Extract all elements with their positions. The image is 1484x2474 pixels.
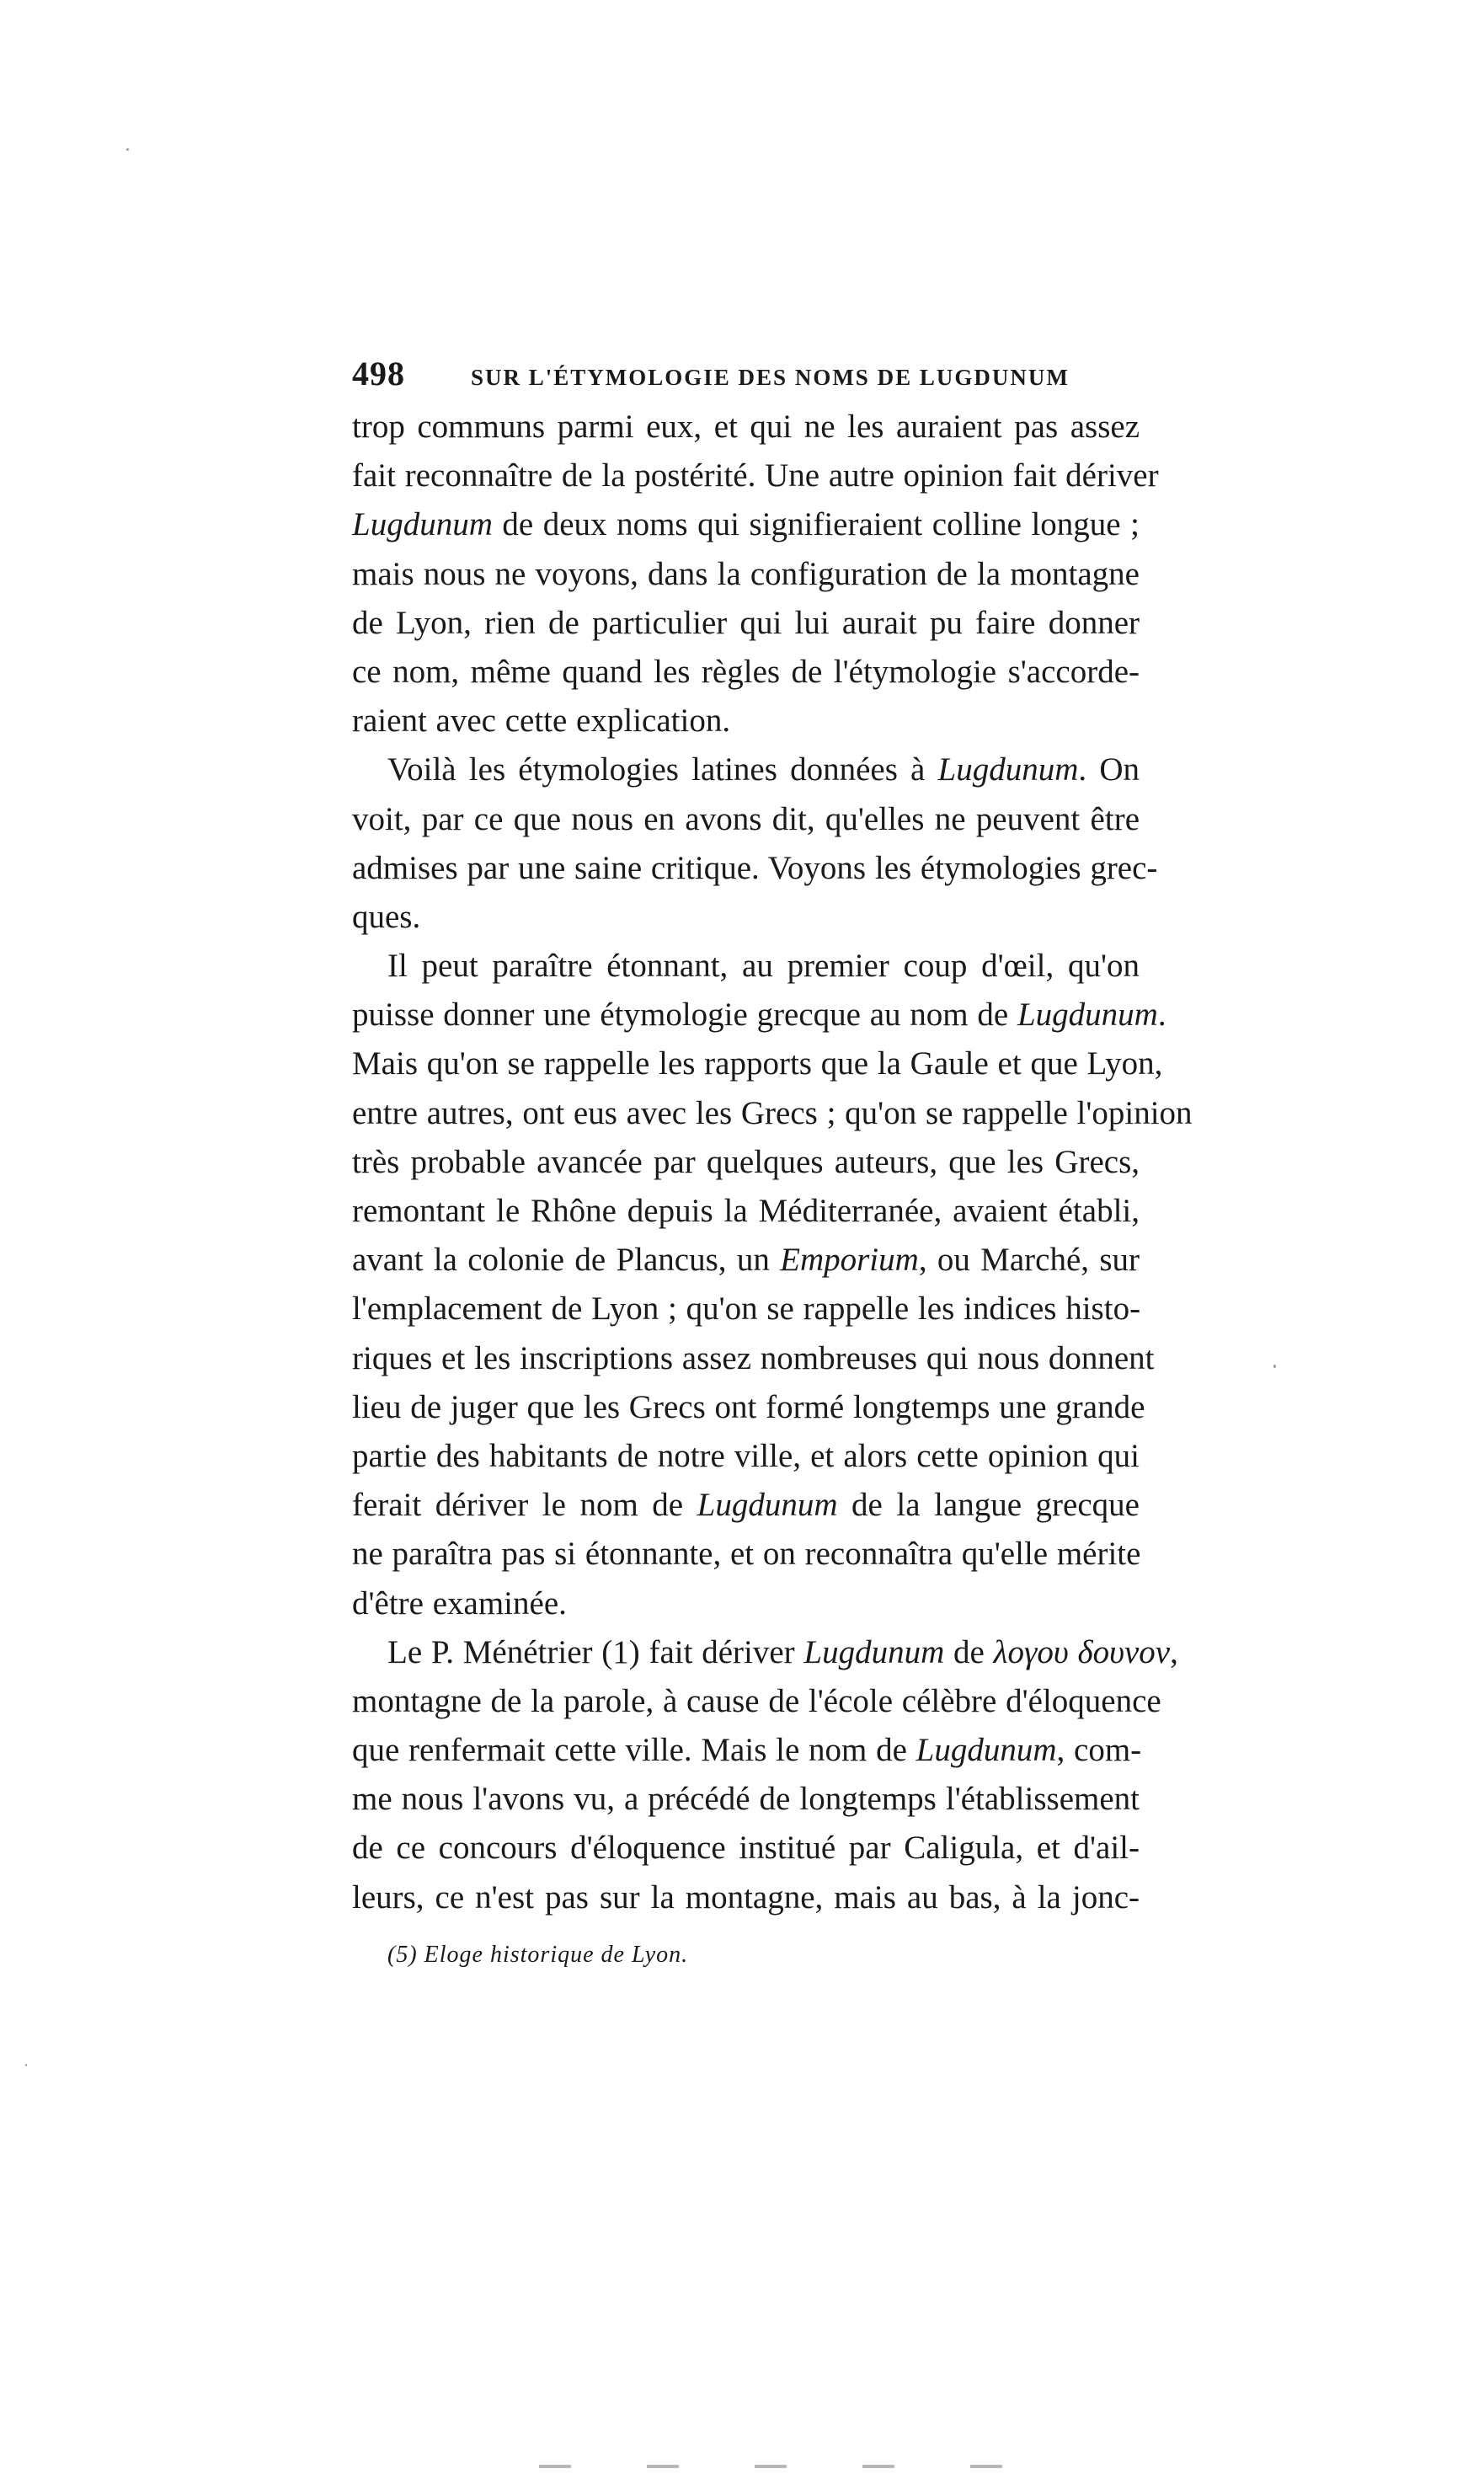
text-line: de Lyon, rien de particulier qui lui aurait pu faire donner xyxy=(352,604,1140,641)
text-line: Lugdunum de deux noms qui signifieraient colline longue ; xyxy=(352,506,1140,543)
text-line: ques. xyxy=(352,898,421,935)
paper-speck xyxy=(126,148,129,151)
text-line: montagne de la parole, à cause de l'école célèbre d'éloquence xyxy=(352,1682,1161,1719)
text-line: fait reconnaître de la postérité. Une autre opinion fait dériver xyxy=(352,457,1159,494)
page-edge-marks xyxy=(539,2465,1381,2470)
text-line: que renfermait cette ville. Mais le nom de Lugdunum, com- xyxy=(352,1732,1142,1769)
edge-mark xyxy=(539,2465,571,2468)
text-line: puisse donner une étymologie grecque au nom de Lugdunum. xyxy=(352,997,1166,1034)
edge-mark xyxy=(970,2465,1002,2468)
text-line: de ce concours d'éloquence institué par Caligula, et d'ail- xyxy=(352,1830,1140,1867)
footnote-text: Eloge historique de Lyon. xyxy=(424,1942,689,1968)
running-head xyxy=(352,354,1140,398)
text-line: raient avec cette explication. xyxy=(352,703,731,740)
text-line: me nous l'avons vu, a précédé de longtemps l'établissement xyxy=(352,1781,1140,1818)
text-line: admises par une saine critique. Voyons les étymologies grec- xyxy=(352,849,1158,886)
text-line: l'emplacement de Lyon ; qu'on se rappelle les indices histo- xyxy=(352,1290,1141,1328)
text-line: remontant le Rhône depuis la Méditerranée, avaient établi, xyxy=(352,1193,1140,1229)
text-line: très probable avancée par quelques auteurs, que les Grecs, xyxy=(352,1143,1140,1180)
footnote-marker: (5) xyxy=(387,1942,418,1968)
edge-mark xyxy=(647,2465,679,2468)
text-line: avant la colonie de Plancus, un Emporium, ou Marché, sur xyxy=(352,1242,1140,1279)
text-line: d'être examinée. xyxy=(352,1584,567,1622)
paper-speck xyxy=(1273,1365,1276,1368)
text-line: Mais qu'on se rappelle les rapports que la Gaule et que Lyon, xyxy=(352,1045,1163,1082)
text-line: riques et les inscriptions assez nombreuses qui nous donnent xyxy=(352,1339,1155,1376)
text-line: Il peut paraître étonnant, au premier coup d'œil, qu'on xyxy=(387,948,1140,985)
text-line: leurs, ce n'est pas sur la montagne, mais au bas, à la jonc- xyxy=(352,1878,1140,1916)
edge-mark xyxy=(862,2465,894,2468)
text-line: ferait dériver le nom de Lugdunum de la langue grecque xyxy=(352,1487,1140,1524)
text-line: ne paraîtra pas si étonnante, et on reconnaîtra qu'elle mérite xyxy=(352,1536,1141,1573)
text-line: entre autres, ont eus avec les Grecs ; qu'on se rappelle l'opinion xyxy=(352,1094,1193,1131)
text-line: Le P. Ménétrier (1) fait dériver Lugdunum de λογου δουνον, xyxy=(387,1633,1178,1670)
body-text xyxy=(352,403,1193,1922)
page-number: 498 xyxy=(352,355,405,393)
footnote xyxy=(387,1942,1145,1969)
running-title: SUR L'ÉTYMOLOGIE DES NOMS DE LUGDUNUM xyxy=(471,365,1070,390)
text-line: trop communs parmi eux, et qui ne les auraient pas assez xyxy=(352,409,1140,445)
text-line: mais nous ne voyons, dans la configuration de la montagne xyxy=(352,555,1140,592)
edge-mark xyxy=(755,2465,787,2468)
text-line: Voilà les étymologies latines données à Lugdunum. On xyxy=(387,751,1140,788)
text-line: ce nom, même quand les règles de l'étymologie s'accorde- xyxy=(352,653,1140,690)
text-line: voit, par ce que nous en avons dit, qu'elles ne peuvent être xyxy=(352,800,1140,837)
text-line: partie des habitants de notre ville, et alors cette opinion qui xyxy=(352,1437,1140,1474)
text-line: lieu de juger que les Grecs ont formé longtemps une grande xyxy=(352,1388,1145,1425)
paper-speck xyxy=(25,2064,27,2066)
